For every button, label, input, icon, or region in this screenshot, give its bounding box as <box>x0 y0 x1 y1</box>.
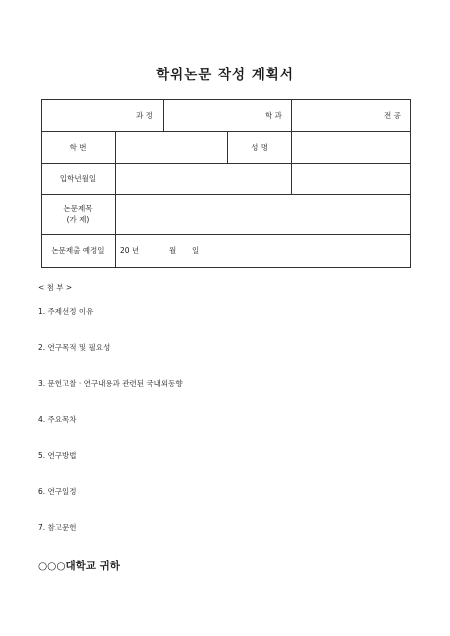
attachment-item: 6. 연구일정 <box>38 487 77 496</box>
department-label: 학 과 <box>265 110 282 120</box>
submit-date-label: 논문제출 예정일 <box>51 246 105 255</box>
thesis-title-label-line1: 논문제목 <box>63 204 93 213</box>
info-table <box>41 99 411 268</box>
col-separator <box>115 194 116 268</box>
col-separator <box>291 99 292 131</box>
student-id-label: 학 번 <box>69 142 87 152</box>
table-border-top <box>41 99 411 100</box>
col-separator <box>115 131 116 163</box>
table-border-bottom <box>41 267 411 268</box>
col-separator <box>291 163 292 194</box>
course-label: 과 정 <box>136 110 153 120</box>
submit-date-month: 월 <box>169 246 177 255</box>
col-separator <box>115 163 116 194</box>
attachment-item: 4. 주요목차 <box>38 415 77 424</box>
attachment-item: 3. 문헌고찰 · 연구내용과 관련된 국내외동향 <box>38 379 183 388</box>
addressee: ○○○대학교 귀하 <box>38 560 120 572</box>
attachment-item: 7. 참고문헌 <box>38 523 77 532</box>
table-border-right <box>410 99 411 268</box>
attachment-item: 1. 주제선정 이유 <box>38 307 94 316</box>
submit-date-day: 일 <box>192 246 200 255</box>
name-label: 성 명 <box>251 142 268 152</box>
thesis-title-label-line2: (가 제) <box>66 215 90 224</box>
page-title: 학위논문 작성 계획서 <box>156 67 294 83</box>
col-separator <box>291 131 292 163</box>
attachments-header: < 첨 부 > <box>38 283 73 292</box>
major-label: 전 공 <box>384 110 401 120</box>
col-separator <box>163 99 164 131</box>
attachment-item: 5. 연구방법 <box>38 451 77 460</box>
admission-date-label: 입학년월일 <box>59 174 97 183</box>
thesis-title-label <box>41 194 115 234</box>
attachment-item: 2. 연구목적 및 필요성 <box>38 343 111 352</box>
submit-date-year: 20 년 <box>120 246 140 255</box>
